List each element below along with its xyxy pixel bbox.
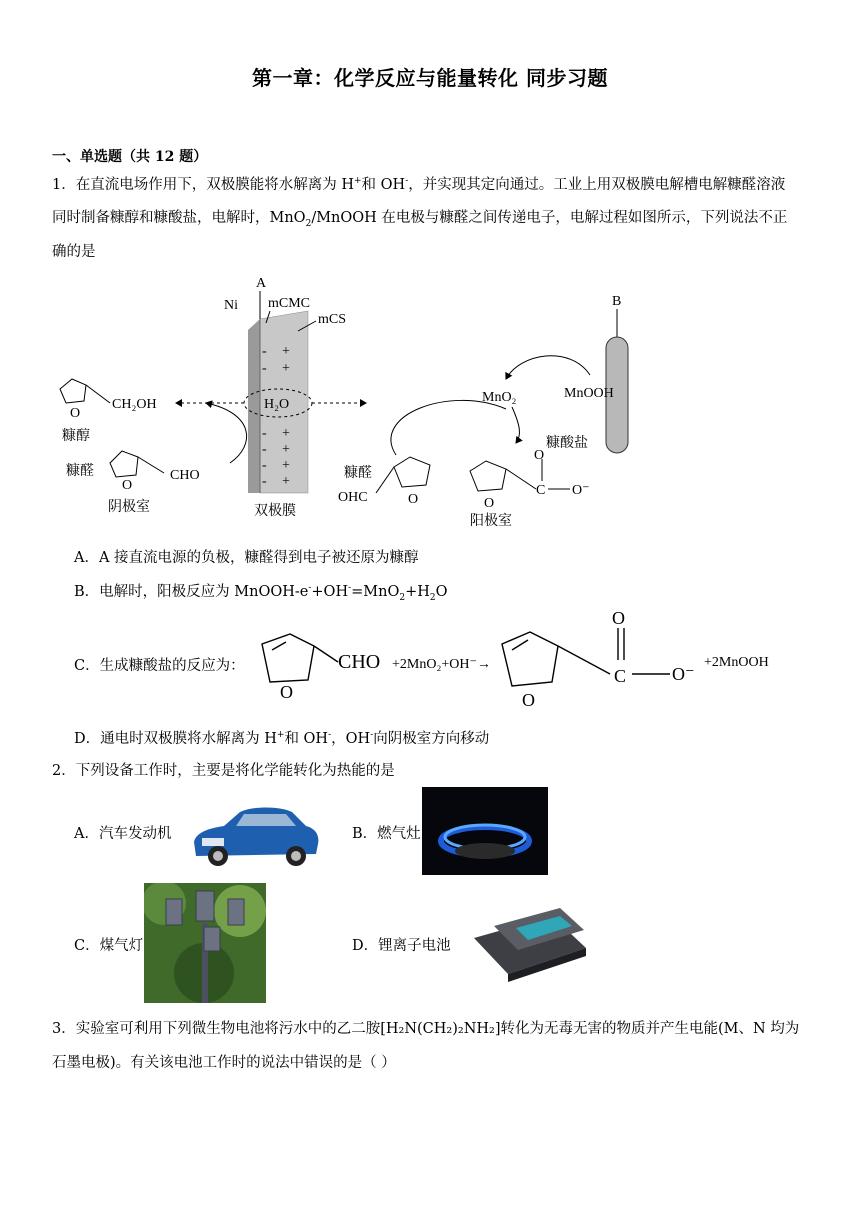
label-mCMC: mCMC xyxy=(268,296,311,311)
reduction-arrow xyxy=(206,403,247,463)
membrane-left-face xyxy=(248,319,260,493)
furfural-structure-C xyxy=(262,634,338,682)
q1-option-D[interactable]: D．通电时双极膜将水解离为 H+和 OH-，OH-向阴极室方向移动 xyxy=(74,730,490,747)
plus-sign: + xyxy=(282,361,290,376)
reaction-middle: +2MnO₂+OH⁻→ xyxy=(392,657,491,672)
q1-option-B[interactable]: B．电解时，阳极反应为 MnOOH-$e^-+OH^-=MnO_2+H_2O$ xyxy=(74,583,448,603)
q2-option-D[interactable]: D．锂离子电池 xyxy=(352,938,451,954)
label-C-C: C xyxy=(614,666,627,686)
label-O-minus-C: O⁻ xyxy=(672,664,695,684)
label-MnOOH: MnOOH xyxy=(564,386,614,401)
minus-sign: - xyxy=(262,458,267,473)
label-B: B xyxy=(612,294,622,309)
label-membrane: 双极膜 xyxy=(254,504,296,519)
reaction-suffix: +2MnOOH xyxy=(704,655,769,670)
ring-oxygen: O xyxy=(522,690,535,710)
furfuryl-alcohol-structure xyxy=(60,379,110,403)
label-O-minus: O⁻ xyxy=(572,483,590,498)
minus-sign: - xyxy=(262,426,267,441)
q3-line-2: 石墨电极)。有关该电池工作时的说法中错误的是（ ） xyxy=(52,1055,396,1071)
lithium-battery-image xyxy=(464,904,596,988)
section-heading: 一、单选题（共 12 题） xyxy=(52,149,208,165)
furoate-structure xyxy=(470,459,570,491)
label-A: A xyxy=(256,276,267,291)
label-furoate: 糠酸盐 xyxy=(546,436,588,451)
q2-option-A[interactable]: A．汽车发动机 xyxy=(74,826,172,842)
furoate-structure-C xyxy=(502,628,670,686)
label-CHO: CHO xyxy=(170,468,200,483)
label-H2O: H₂O xyxy=(264,397,290,412)
label-OHC: OHC xyxy=(338,490,368,505)
q1-line-3: 确的是 xyxy=(52,244,96,260)
label-CH2OH: CH₂OH xyxy=(112,397,157,412)
q3-line-1: 3．实验室可利用下列微生物电池将污水中的乙二胺[H₂N(CH₂)₂NH₂]转化为无毒无害的物质并产生电能(M、N 均为 xyxy=(52,1021,800,1037)
ring-oxygen: O xyxy=(484,496,495,511)
q1-option-C-equation xyxy=(250,610,790,716)
plus-sign: + xyxy=(282,426,290,441)
oxidation-arrow-top xyxy=(506,356,590,379)
gas-stove-image xyxy=(422,787,548,875)
q2-option-B[interactable]: B．燃气灶 xyxy=(352,826,421,842)
ring-oxygen: O xyxy=(408,492,419,507)
page-title: 第一章：化学反应与能量转化 同步习题 xyxy=(252,66,608,90)
plus-sign: + xyxy=(282,442,290,457)
label-furfural-right: 糠醛 xyxy=(344,466,372,481)
minus-sign: - xyxy=(262,442,267,457)
plus-sign: + xyxy=(282,344,290,359)
q2-option-C[interactable]: C．煤气灯 xyxy=(74,938,144,954)
label-CHO-C: CHO xyxy=(338,651,381,673)
ring-oxygen: O xyxy=(122,478,133,493)
label-Ni: Ni xyxy=(224,298,238,313)
minus-sign: - xyxy=(262,474,267,489)
q1-option-C-prefix[interactable]: C．生成糠酸盐的反应为： xyxy=(74,658,245,674)
furfural-left-structure xyxy=(110,451,164,477)
ring-oxygen: O xyxy=(70,406,81,421)
label-furfural-left: 糠醛 xyxy=(66,464,94,479)
label-cathode-room: 阴极室 xyxy=(108,500,150,515)
q2-question: 2．下列设备工作时，主要是将化学能转化为热能的是 xyxy=(52,763,395,779)
label-C: C xyxy=(536,483,546,498)
label-mCS: mCS xyxy=(318,312,347,327)
minus-sign: - xyxy=(262,361,267,376)
q1-option-A[interactable]: A．A 接直流电源的负极，糠醛得到电子被还原为糠醇 xyxy=(74,550,419,566)
q1-electrolysis-diagram xyxy=(50,275,650,535)
q1-line-2: 同时制备糠醇和糠酸盐，电解时，MnO$_2$/MnOOH 在电极与糠醛之间传递电子，电解过程如图所示，下列说法不正 xyxy=(52,210,788,229)
ring-oxygen: O xyxy=(280,682,293,702)
car-image xyxy=(188,798,322,870)
q1-line-1: 1．在直流电场作用下，双极膜能将水解离为 H+和 OH-，并实现其定向通过。工业上用双极膜电解槽电解糠醛溶液 xyxy=(52,176,786,193)
label-furfuryl-alcohol: 糠醇 xyxy=(62,429,90,444)
plus-sign: + xyxy=(282,474,290,489)
mn-arrow xyxy=(512,407,519,443)
cycle-arrow-left xyxy=(391,400,506,455)
plus-sign: + xyxy=(282,458,290,473)
label-MnO2: MnO₂ xyxy=(482,390,517,405)
minus-sign: - xyxy=(262,344,267,359)
gas-lamp-image xyxy=(144,883,266,1003)
label-carbonyl-O-C: O xyxy=(612,610,625,628)
furfural-right-structure xyxy=(376,457,430,493)
label-anode-room: 阳极室 xyxy=(470,514,512,529)
label-carbonyl-O: O xyxy=(534,448,545,463)
